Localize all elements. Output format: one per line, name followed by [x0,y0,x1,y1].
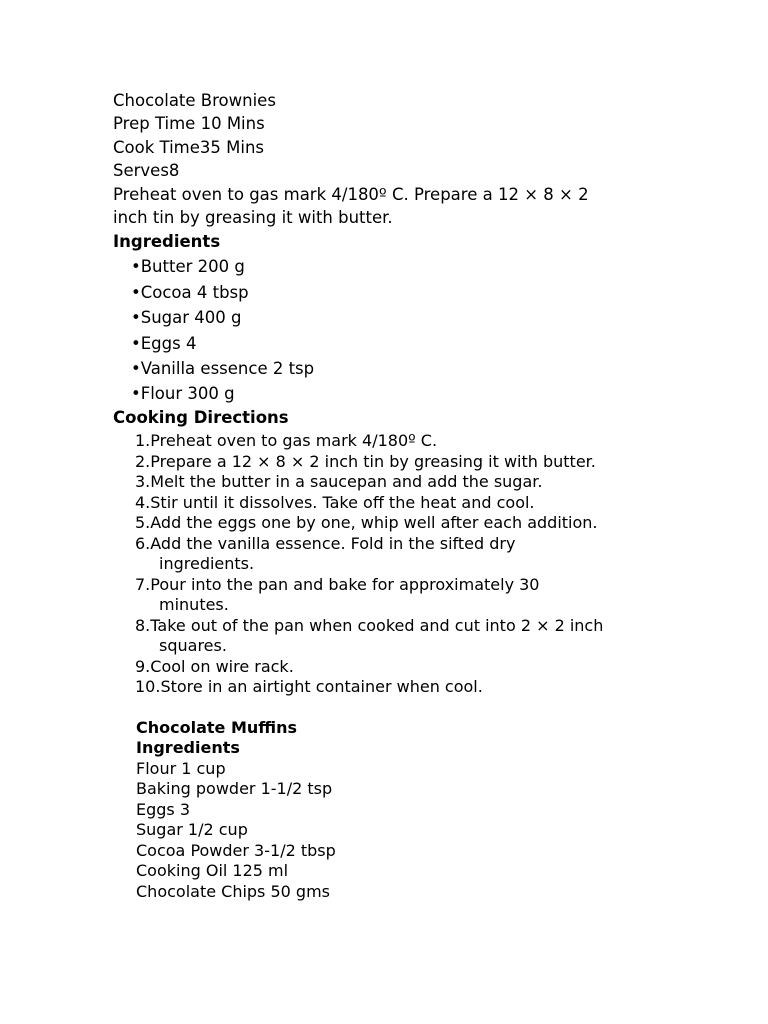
direction-step: 7.Pour into the pan and bake for approximately 30 [135,575,540,594]
intro-line-2: inch tin by greasing it with butter. [113,208,393,227]
direction-step: 10.Store in an airtight container when cool. [135,677,483,696]
list-item: Flour 1 cup [136,759,226,778]
list-item: •Vanilla essence 2 tsp [131,359,315,378]
list-item: •Butter 200 g [131,257,245,276]
list-item: •Eggs 4 [131,334,197,353]
directions-heading: Cooking Directions [113,408,289,427]
list-item: Sugar 1/2 cup [136,820,248,839]
intro-line-1: Preheat oven to gas mark 4/180º C. Prepare a 12 × 8 × 2 [113,185,589,204]
list-item: •Flour 300 g [131,384,235,403]
prep-time: Prep Time 10 Mins [113,114,265,133]
direction-step: 5.Add the eggs one by one, whip well after each addition. [135,513,598,532]
direction-step: 1.Preheat oven to gas mark 4/180º C. [135,431,438,450]
direction-step: 4.Stir until it dissolves. Take off the heat and cool. [135,493,535,512]
muffins-ingredients-heading: Ingredients [136,738,240,757]
list-item: Cooking Oil 125 ml [136,861,289,880]
list-item: Chocolate Chips 50 gms [136,882,330,901]
list-item: •Cocoa 4 tbsp [131,283,249,302]
direction-step-continued: minutes. [159,595,229,614]
list-item: •Sugar 400 g [131,308,242,327]
serves: Serves8 [113,161,180,180]
direction-step-continued: ingredients. [159,554,255,573]
muffins-title: Chocolate Muffins [136,718,298,737]
cook-time: Cook Time35 Mins [113,138,265,157]
direction-step-continued: squares. [159,636,227,655]
brownies-title: Chocolate Brownies [113,91,276,110]
brownies-ingredients-heading: Ingredients [113,232,221,251]
list-item: Eggs 3 [136,800,191,819]
list-item: Baking powder 1-1/2 tsp [136,779,333,798]
direction-step: 3.Melt the butter in a saucepan and add the sugar. [135,472,543,491]
direction-step: 6.Add the vanilla essence. Fold in the sifted dry [135,534,516,553]
direction-step: 2.Prepare a 12 × 8 × 2 inch tin by greasing it with butter. [135,452,596,471]
direction-step: 8.Take out of the pan when cooked and cut into 2 × 2 inch [135,616,604,635]
direction-step: 9.Cool on wire rack. [135,657,294,676]
list-item: Cocoa Powder 3-1/2 tbsp [136,841,336,860]
